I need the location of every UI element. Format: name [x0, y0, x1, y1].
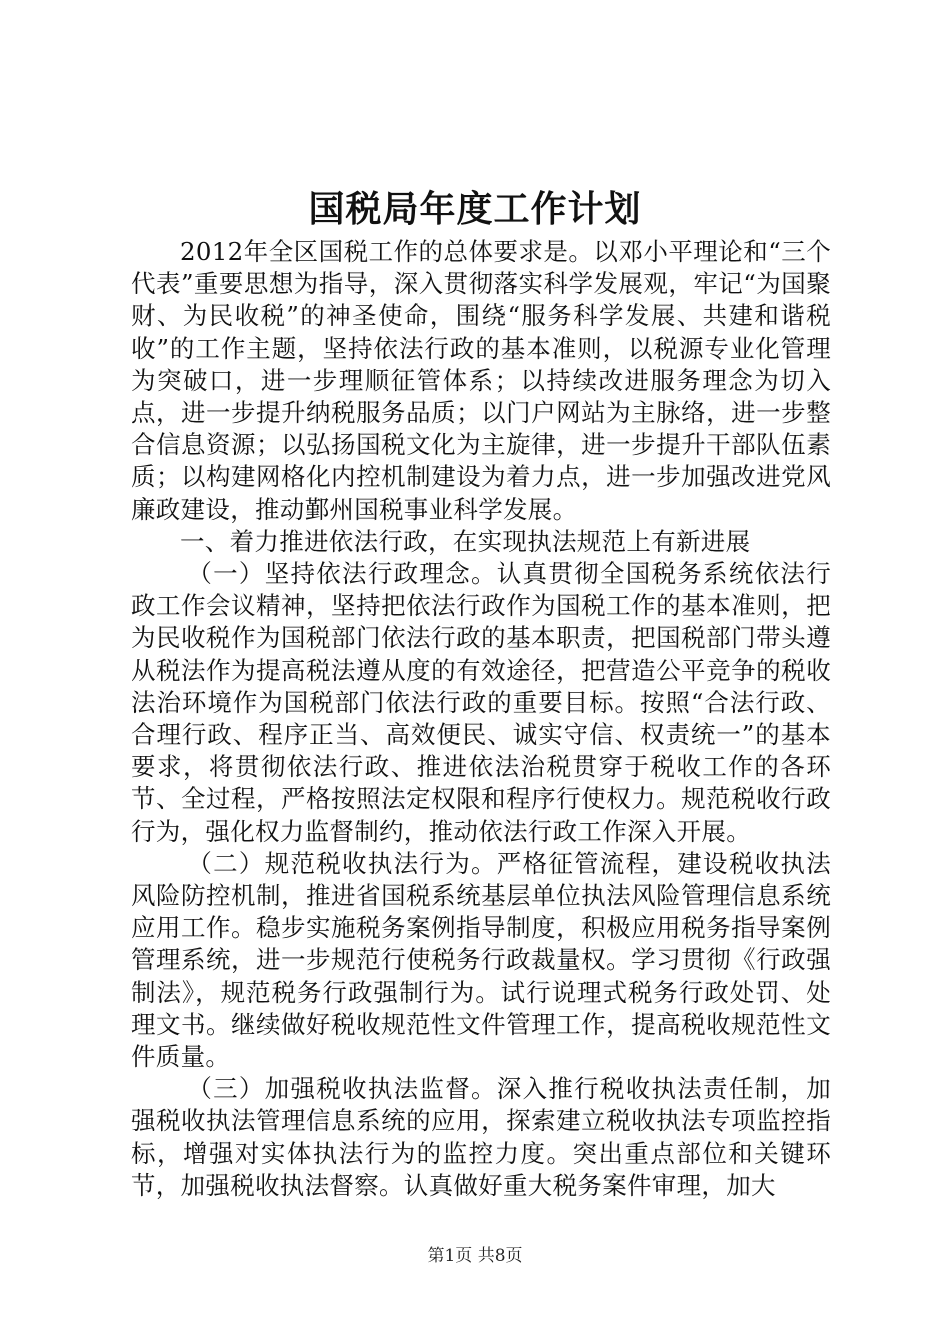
paragraph-subsection-3: （三）加强税收执法监督。深入推行税收执法责任制，加强税收执法管理信息系统的应用，探索建立税收执法专项监控指标，增强对实体执法行为的监控力度。突出重点部位和关键环节，加强税收执法督察。认真做好重大税务案件审理，加大	[131, 1074, 831, 1200]
paragraph-intro: 2012年全区国税工作的总体要求是。以邓小平理论和“三个代表”重要思想为指导，深入贯彻落实科学发展观，牢记“为国聚财、为民收税”的神圣使命，围绕“服务科学发展、共建和谐税收”的工作主题，坚持依法行政的基本准则，以税源专业化管理为突破口，进一步理顺征管体系；以持续改进服务理念为切入点，进一步提升纳税服务品质；以门户网站为主脉络，进一步整合信息资源；以弘扬国税文化为主旋律，进一步提升干部队伍素质；以构建网格化内控机制建设为着力点，进一步加强改进党风廉政建设，推动鄞州国税事业科学发展。	[131, 237, 832, 524]
paragraph-subsection-1: （一）坚持依法行政理念。认真贯彻全国税务系统依法行政工作会议精神，坚持把依法行政作为国税工作的基本准则，把为民收税作为国税部门依法行政的基本职责，把国税部门带头遵从税法作为提高税法遵从度的有效途径，把营造公平竞争的税收法治环境作为国税部门依法行政的重要目标。按照“合法行政、合理行政、程序正当、高效便民、诚实守信、权责统一”的基本要求，将贯彻依法行政、推进依法治税贯穿于税收工作的各环节、全过程，严格按照法定权限和程序行使权力。规范税收行政行为，强化权力监督制约，推动依法行政工作深入开展。	[131, 559, 831, 846]
paragraph-subsection-2: （二）规范税收执法行为。严格征管流程，建设税收执法风险防控机制，推进省国税系统基层单位执法风险管理信息系统应用工作。稳步实施税务案例指导制度，积极应用税务指导案例管理系统，进一步规范行使税务行政裁量权。学习贯彻《行政强制法》，规范税务行政强制行为。试行说理式税务行政处罚、处理文书。继续做好税收规范性文件管理工作，提高税收规范性文件质量。	[131, 848, 831, 1072]
page-footer: 第1页 共8页	[427, 1246, 523, 1266]
section-heading-1: 一、着力推进依法行政，在实现执法规范上有新进展	[180, 526, 751, 556]
document-body	[131, 236, 831, 1202]
document-title: 国税局年度工作计划	[308, 188, 642, 230]
